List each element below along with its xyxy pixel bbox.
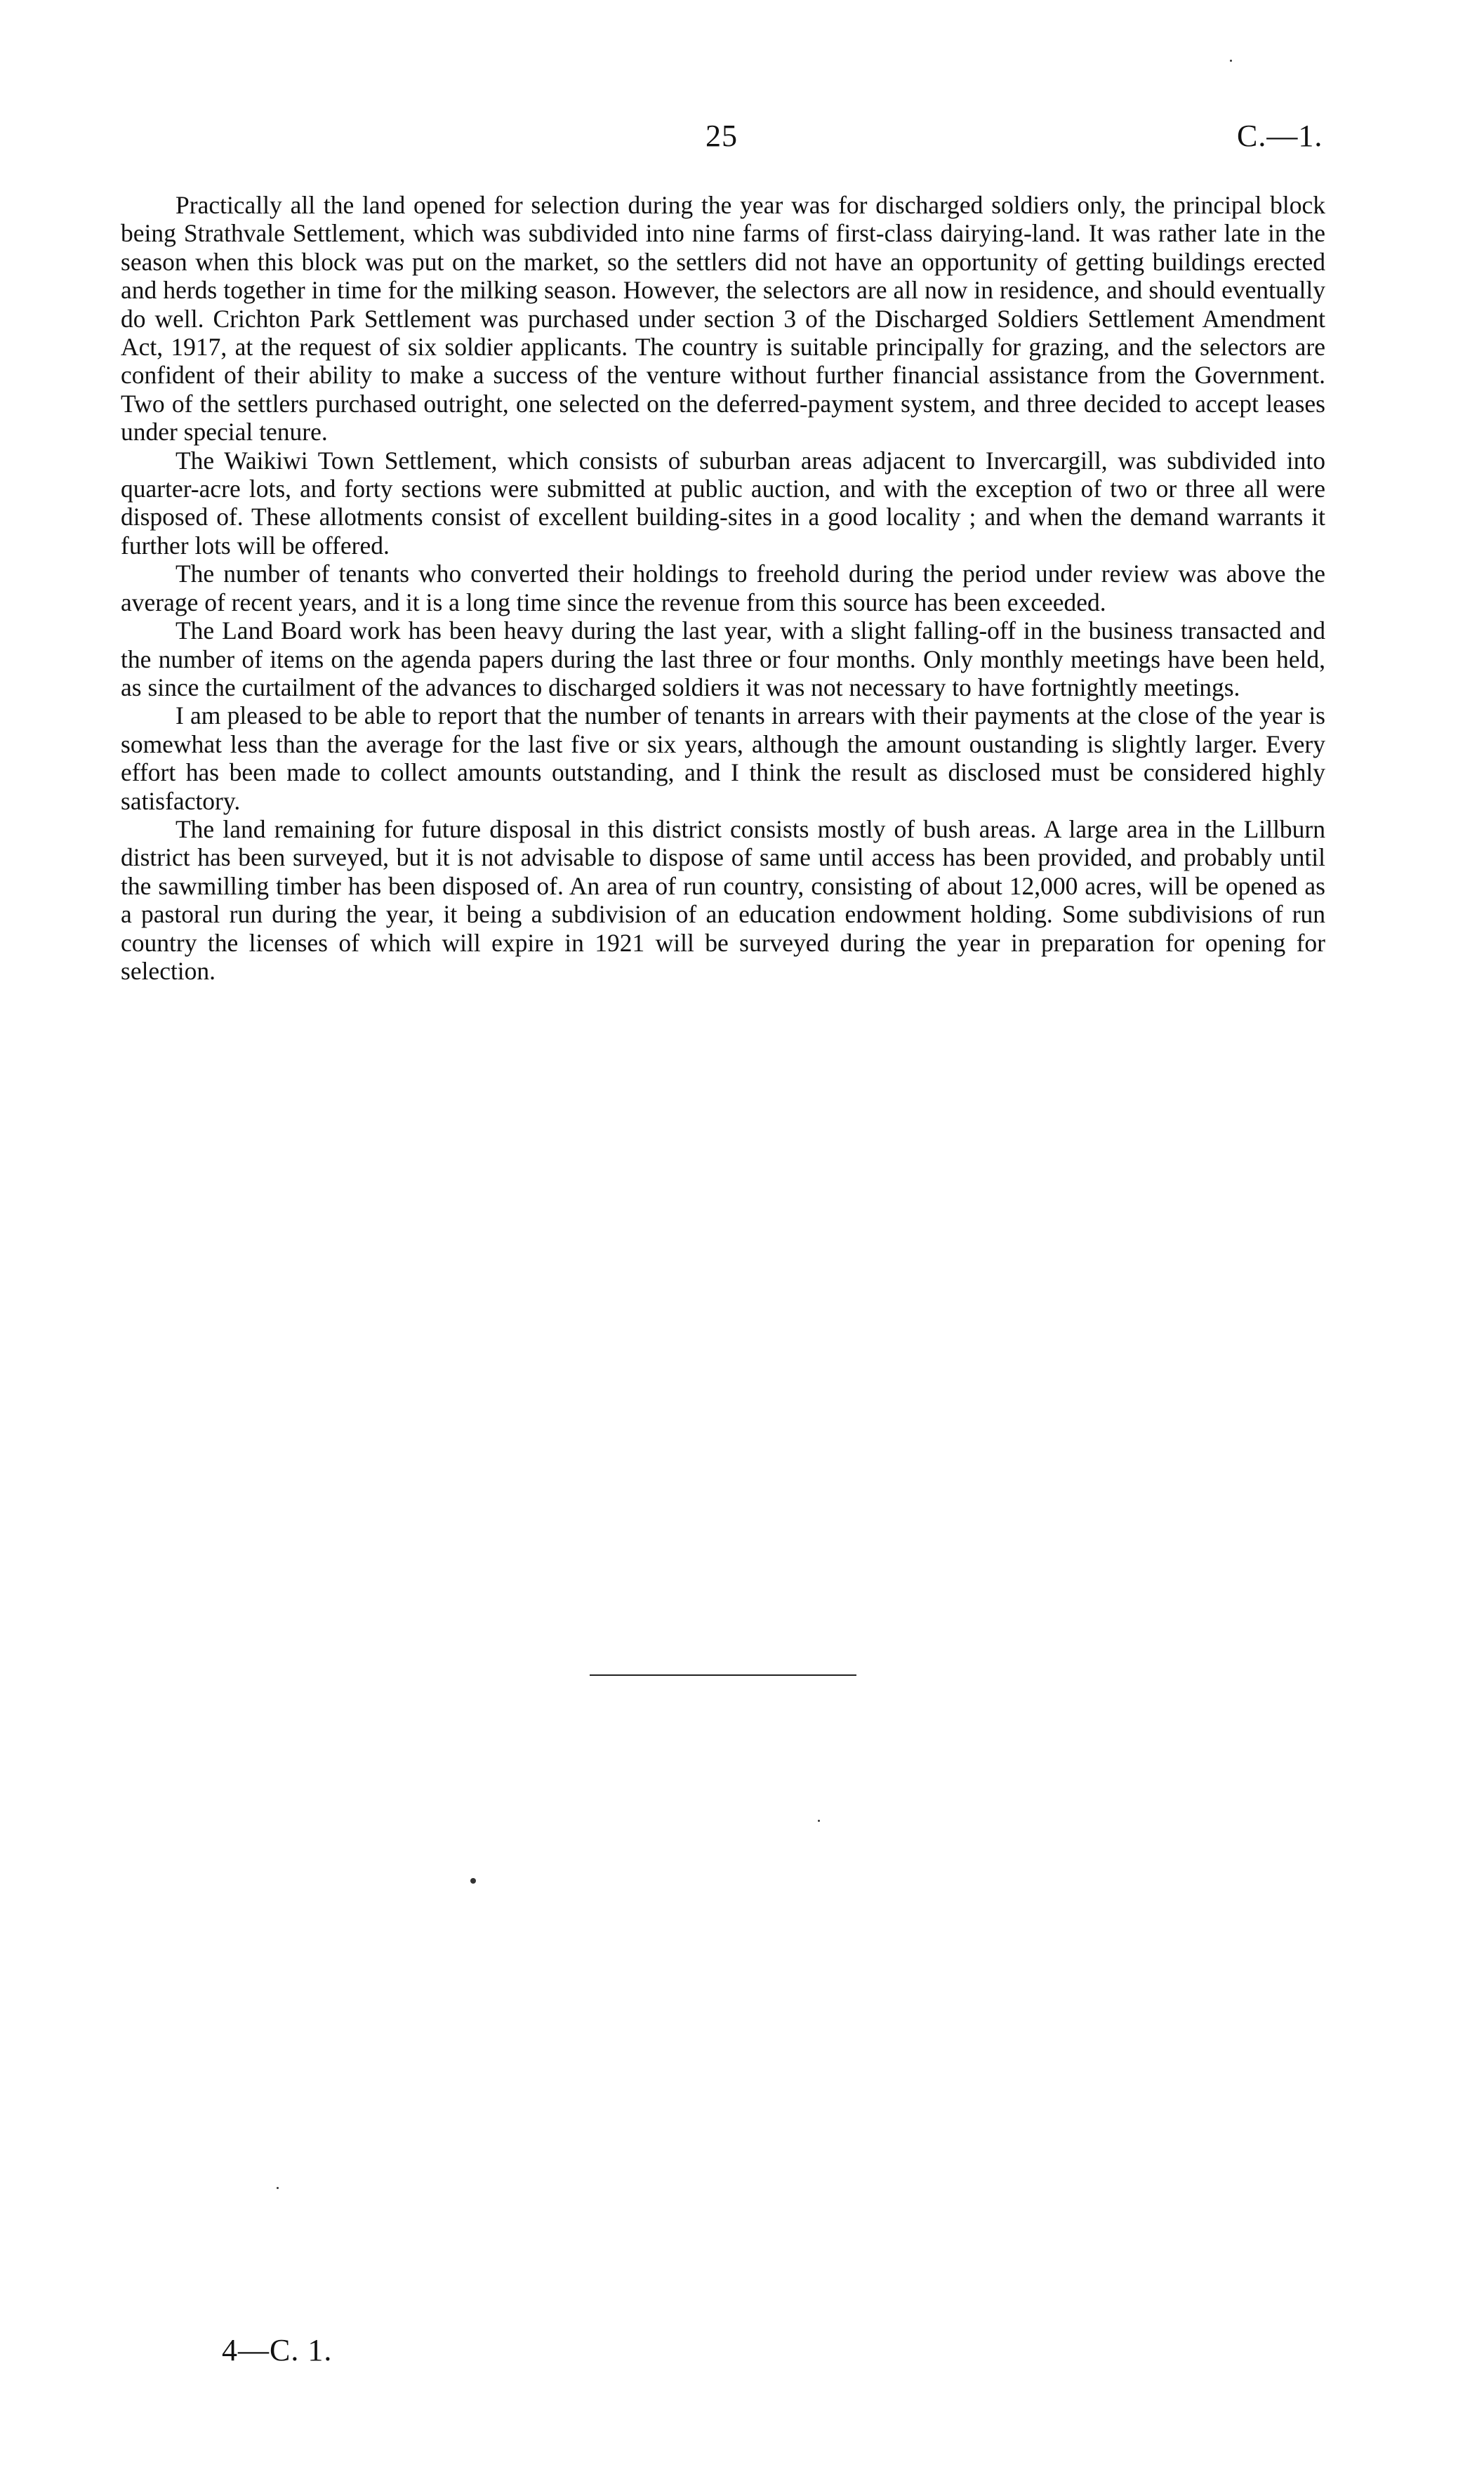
report-body xyxy=(121,191,1325,985)
paragraph-freehold: The number of tenants who converted their holdings to freehold during the period under review was above the average of recent years, and it is a long time since the revenue from this source has been exceeded. xyxy=(121,560,1325,616)
paragraph-future-disposal: The land remaining for future disposal in this district consists mostly of bush areas. A large area in the Lillburn district has been surveyed, but it is not advisable to dispose of same until access has been provided, and probably until the sawmilling timber has been disposed of. An area of run country, consisting of about 12,000 acres, will be opened as a pastoral run during the year, it being a subdivision of an education endowment holding. Some subdivisions of run country the licenses of which will expire in 1921 will be surveyed during the year in preparation for opening for selection. xyxy=(121,814,1325,985)
paragraph-arrears: I am pleased to be able to report that the number of tenants in arrears with their payments at the close of the year is somewhat less than the average for the last five or six years, although the amount oustanding is slightly larger. Every effort has been made to collect amounts outstanding, and I think the result as disclosed must be considered highly satisfactory. xyxy=(121,701,1325,815)
paper-speck xyxy=(277,2187,279,2189)
section-divider xyxy=(590,1674,856,1676)
paper-speck xyxy=(1230,60,1232,62)
paragraph-strathvale: Practically all the land opened for selection during the year was for discharged soldiers only, the principal block being Strathvale Settlement, which was subdivided into nine farms of first-class dairying-land. It was rather late in the season when this block was put on the market, so the settlers did not have an opportunity of getting buildings erected and herds together in time for the milking season. However, the selectors are all now in residence, and should eventually do well. Crichton Park Settlement was purchased under section 3 of the Discharged Soldiers Settlement Amendment Act, 1917, at the request of six soldier applicants. The country is suitable principally for grazing, and the selectors are confident of their ability to make a success of the venture without further financial assistance from the Government. Two of the settlers purchased outright, one selected on the deferred-payment system, and three decided to accept leases under special tenure. xyxy=(121,191,1325,447)
paper-speck xyxy=(818,1820,820,1822)
paper-speck xyxy=(470,1878,476,1884)
paragraph-waikiwi: The Waikiwi Town Settlement, which consists of suburban areas adjacent to Invercargill, was subdivided into quarter-acre lots, and forty sections were submitted at public auction, and with the exception of two or three all were disposed of. These allotments consist of excellent building-sites in a good locality ; and when the demand warrants it further lots will be offered. xyxy=(121,446,1325,560)
page-number: 25 xyxy=(705,119,738,153)
series-reference: C.—1. xyxy=(1237,119,1323,153)
paragraph-land-board: The Land Board work has been heavy during the last year, with a slight falling-off in the business transacted and the number of items on the agenda papers during the last three or four months. Only monthly meetings have been held, as since the curtailment of the advances to discharged soldiers it was not necessary to have fortnightly meetings. xyxy=(121,616,1325,701)
sheet-signature: 4—C. 1. xyxy=(222,2333,333,2367)
